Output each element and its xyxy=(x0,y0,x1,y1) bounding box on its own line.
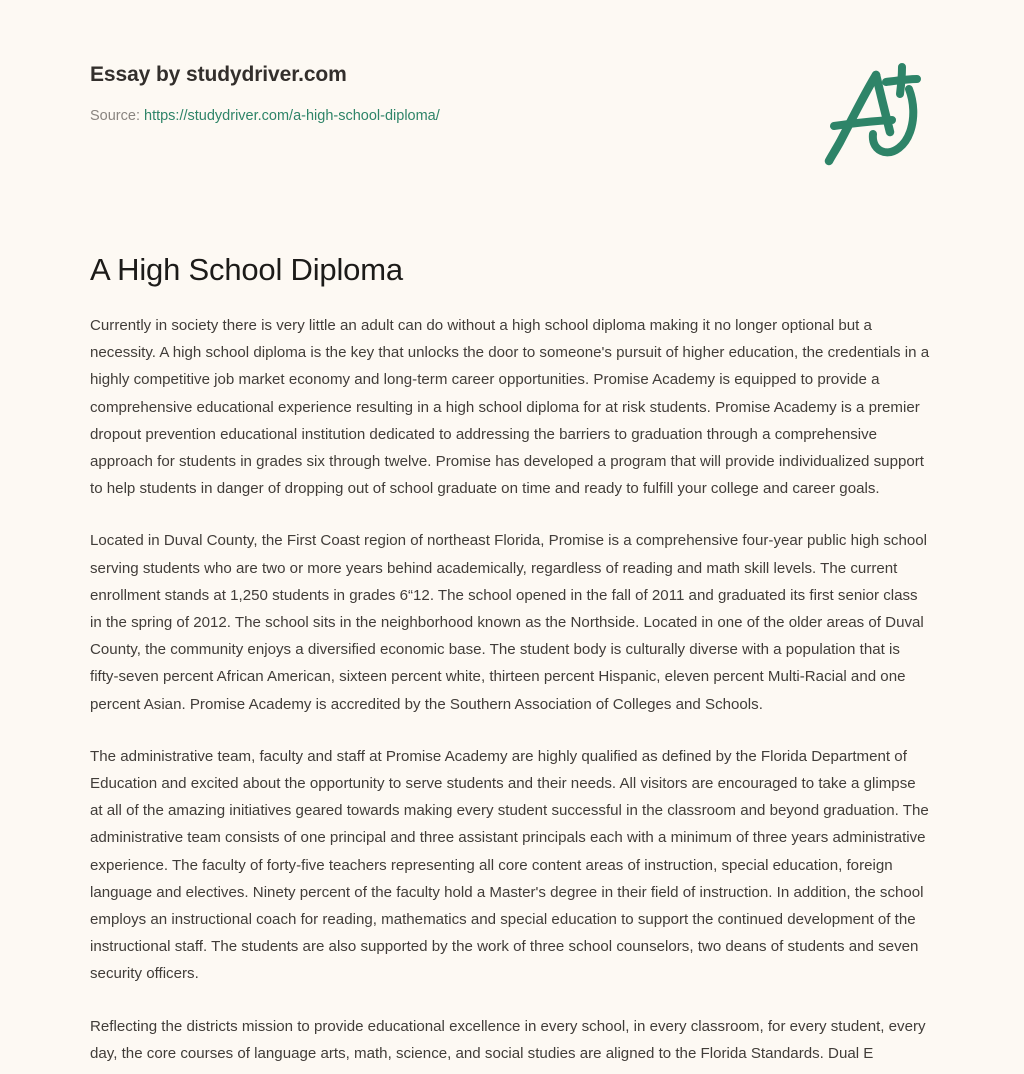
article-paragraph: Located in Duval County, the First Coast region of northeast Florida, Promise is a comprehensive four-year public high school serving students who are two or more years behind academically, regardless of reading and math skill levels. The current enrollment stands at 1,250 students in grades 6“12. The school opened in the fall of 2011 and graduated its first senior class in the spring of 2012. The school sits in the neighborhood known as the Northside. Located in one of the older areas of Duval County, the community enjoys a diversified economic base. The student body is culturally diverse with a population that is fifty-seven percent African American, sixteen percent white, thirteen percent Hispanic, eleven percent Multi-Racial and one percent Asian. Promise Academy is accredited by the Southern Association of Colleges and Schools. xyxy=(90,532,927,713)
page-title: A High School Diploma xyxy=(90,252,403,287)
page-header xyxy=(0,0,1024,185)
article-paragraph: The administrative team, faculty and staff at Promise Academy are highly qualified as defined by the Florida Department of Education and excited about the opportunity to serve students and their needs. All visitors are encouraged to take a glimpse at all of the amazing initiatives geared towards making every student successful in the classroom and beyond graduation. The administrative team consists of one principal and three assistant principals each with a minimum of three years administrative experience. The faculty of forty-five teachers representing all core content areas of instruction, special education, foreign language and electives. Ninety percent of the faculty hold a Master's degree in their field of instruction. In addition, the school employs an instructional coach for reading, mathematics and special education to support the continued development of the instructional staff. The students are also supported by the work of three school counselors, two deans of students and seven security officers. xyxy=(90,747,929,983)
a-plus-icon xyxy=(818,58,928,170)
source-label: Source: xyxy=(90,108,144,124)
article-paragraph: Currently in society there is very little an adult can do without a high school diploma making it no longer optional but a necessity. A high school diploma is the key that unlocks the door to someone's pursuit of higher education, the credentials in a highly competitive job market economy and long-term career opportunities. Promise Academy is equipped to provide a comprehensive educational experience resulting in a high school diploma for at risk students. Promise Academy is a premier dropout prevention educational institution dedicated to addressing the barriers to graduation through a comprehensive approach for students in grades six through twelve. Promise has developed a program that will provide individualized support to help students in danger of dropping out of school graduate on time and ready to fulfill your college and career goals. xyxy=(90,317,930,498)
source-url-link[interactable]: https://studydriver.com/a-high-school-diploma/ xyxy=(144,108,440,124)
source-line xyxy=(90,106,440,126)
studydriver-a-plus-logo xyxy=(818,58,928,170)
essay-attribution: Essay by studydriver.com xyxy=(90,63,347,86)
header-text-block xyxy=(90,62,440,126)
article-paragraph: Reflecting the districts mission to provide educational excellence in every school, in every classroom, for every student, every day, the core courses of language arts, math, science, and social studies are aligned to the Florida Standards. Dual E xyxy=(90,1017,926,1062)
article-body xyxy=(90,312,932,1067)
